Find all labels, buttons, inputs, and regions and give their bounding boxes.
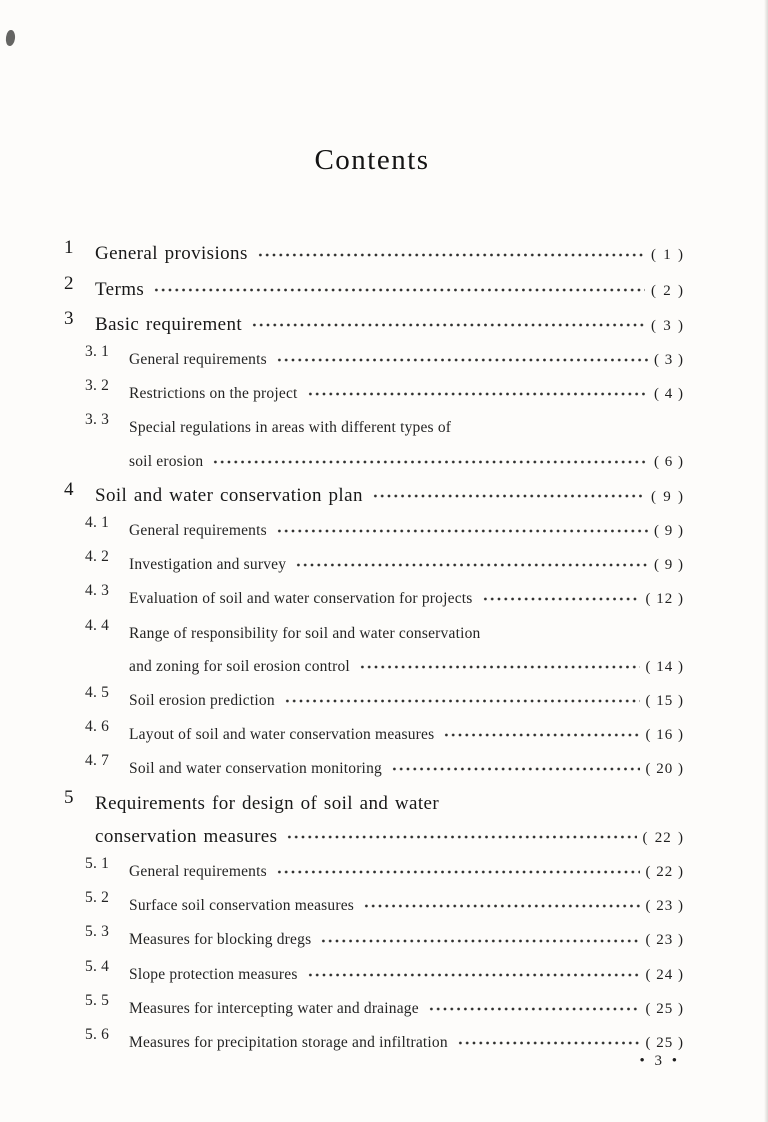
entry-title-text: Layout of soil and water conservation measures [129, 726, 435, 744]
entry-title-text: Measures for intercepting water and drainage [129, 999, 419, 1017]
dot-leader [307, 969, 640, 981]
entry-number: 4. 3 [85, 582, 110, 600]
toc-entry [64, 889, 684, 923]
entry-title-line [129, 958, 684, 992]
toc-entry [64, 958, 684, 992]
entry-title-text: Special regulations in areas with different types of [129, 419, 452, 437]
entry-lines [129, 617, 684, 684]
page-edge-shadow [764, 0, 768, 1122]
entry-title-text: General provisions [95, 243, 248, 265]
entry-lines [129, 855, 684, 889]
entry-title-line [129, 445, 684, 479]
entry-title-text: Measures for precipitation storage and infiltration [129, 1034, 448, 1052]
entry-page-number: ( 3 ) [654, 351, 684, 368]
entry-page-number: ( 9 ) [651, 488, 684, 505]
entry-title-line [129, 582, 684, 616]
entry-title-text: Restrictions on the project [129, 385, 298, 403]
entry-lines [129, 582, 684, 616]
entry-title-text: Terms [95, 278, 145, 300]
entry-number: 2 [64, 272, 74, 294]
entry-lines [129, 923, 684, 957]
entry-number: 5. 6 [85, 1026, 110, 1044]
dot-leader [457, 1037, 640, 1049]
entry-lines [129, 718, 684, 752]
entry-title-line [129, 684, 684, 718]
entry-number: 5. 2 [85, 889, 110, 907]
entry-page-number: ( 22 ) [642, 829, 684, 846]
toc-entry [64, 617, 684, 684]
entry-number: 3. 1 [85, 342, 110, 360]
toc-entry [64, 752, 684, 786]
toc-entry [64, 237, 684, 272]
entry-page-number: ( 14 ) [645, 658, 684, 675]
entry-title-line [129, 752, 684, 786]
toc-entry [64, 273, 684, 308]
entry-title-text: conservation measures [95, 825, 278, 847]
entry-lines [95, 308, 684, 343]
entry-title-text: Soil erosion prediction [129, 691, 275, 709]
toc-entry [64, 411, 684, 478]
entry-number: 4. 1 [85, 513, 110, 531]
entry-lines [95, 787, 684, 855]
dot-leader [372, 490, 645, 502]
entry-page-number: ( 20 ) [645, 761, 684, 778]
toc-entry [64, 514, 684, 548]
entry-title-text: Surface soil conservation measures [129, 897, 355, 915]
toc-entry [64, 718, 684, 752]
entry-lines [95, 273, 684, 308]
footer-page-number: • 3 • [639, 1053, 680, 1069]
dot-leader [276, 866, 640, 878]
entry-lines [129, 752, 684, 786]
toc-entry [64, 1026, 684, 1060]
toc-list [0, 237, 768, 1060]
entry-title-line [129, 718, 684, 752]
entry-page-number: ( 9 ) [654, 557, 684, 574]
entry-lines [95, 479, 684, 514]
dot-leader [391, 763, 640, 775]
entry-lines [129, 684, 684, 718]
entry-number: 5 [64, 786, 74, 808]
entry-page-number: ( 12 ) [645, 591, 684, 608]
entry-number: 4. 4 [85, 616, 110, 634]
entry-title-line [129, 855, 684, 889]
dot-leader [428, 1003, 640, 1015]
entry-title-text: Evaluation of soil and water conservation for projects [129, 590, 473, 608]
entry-title-text: General requirements [129, 863, 267, 880]
dot-leader [276, 354, 648, 366]
dot-leader [482, 593, 640, 605]
entry-page-number: ( 15 ) [645, 692, 684, 709]
entry-title-text: General requirements [129, 350, 267, 368]
entry-lines [129, 992, 684, 1026]
dot-leader [251, 319, 645, 331]
dot-leader [286, 831, 636, 843]
entry-title-text: soil erosion [129, 452, 204, 470]
entry-number: 5. 5 [85, 991, 110, 1009]
entry-lines [129, 514, 684, 548]
entry-title-line [129, 1026, 684, 1060]
entry-title-line [95, 273, 684, 308]
entry-page-number: ( 23 ) [645, 898, 684, 915]
toc-entry [64, 377, 684, 411]
toc-entry [64, 343, 684, 377]
entry-title-line [129, 377, 684, 411]
entry-lines [129, 548, 684, 582]
entry-page-number: ( 23 ) [645, 932, 684, 949]
entry-title-text: Slope protection measures [129, 965, 298, 983]
entry-title-line [95, 237, 684, 272]
entry-page-number: ( 25 ) [645, 1000, 684, 1017]
toc-entry [64, 548, 684, 582]
entry-page-number: ( 16 ) [645, 727, 684, 744]
entry-title-line [129, 992, 684, 1026]
entry-lines [95, 237, 684, 272]
toc-entry [64, 684, 684, 718]
entry-title-line [129, 617, 684, 650]
entry-number: 3 [64, 307, 74, 329]
entry-number: 4. 2 [85, 548, 110, 566]
entry-page-number: ( 22 ) [645, 864, 684, 880]
entry-title-text: Soil and water conservation monitoring [129, 760, 382, 778]
entry-lines [129, 377, 684, 411]
entry-title-line [129, 889, 684, 923]
entry-title-line [129, 548, 684, 582]
entry-number: 3. 3 [85, 411, 110, 429]
entry-page-number: ( 4 ) [654, 386, 684, 403]
entry-title-line [129, 411, 684, 444]
dot-leader [307, 388, 648, 400]
entry-lines [129, 958, 684, 992]
entry-lines [129, 411, 684, 478]
dot-leader [320, 935, 639, 947]
entry-title-text: Measures for blocking dregs [129, 931, 312, 949]
dot-leader [276, 525, 648, 537]
entry-title-line [129, 514, 684, 548]
entry-number: 5. 4 [85, 957, 110, 975]
toc-entry [64, 479, 684, 514]
entry-title-line [129, 650, 684, 684]
entry-title-line [95, 308, 684, 343]
entry-number: 5. 1 [85, 855, 110, 872]
entry-number: 4. 6 [85, 718, 110, 736]
entry-number: 4 [64, 478, 74, 500]
entry-number: 4. 5 [85, 683, 110, 701]
entry-title-text: and zoning for soil erosion control [129, 657, 350, 675]
toc-entry [64, 992, 684, 1026]
dot-leader [212, 456, 648, 468]
toc-entry [64, 582, 684, 616]
entry-number: 1 [64, 237, 74, 259]
entry-title-text: Requirements for design of soil and water [95, 792, 440, 814]
toc-entry [64, 308, 684, 343]
entry-title-text: General requirements [129, 521, 267, 539]
entry-title-text: Soil and water conservation plan [95, 484, 363, 506]
entry-page-number: ( 1 ) [651, 247, 684, 264]
dot-leader [295, 559, 648, 571]
toc-entry [64, 855, 684, 889]
entry-title-line [95, 787, 684, 820]
entry-lines [129, 889, 684, 923]
entry-page-number: ( 2 ) [651, 282, 684, 299]
entry-lines [129, 1026, 684, 1060]
toc-entry [64, 923, 684, 957]
entry-number: 3. 2 [85, 377, 110, 395]
entry-title-text: Basic requirement [95, 313, 243, 335]
dot-leader [363, 900, 639, 912]
entry-page-number: ( 9 ) [654, 522, 684, 539]
dot-leader [153, 284, 645, 296]
entry-page-number: ( 24 ) [645, 966, 684, 983]
entry-title-line [95, 479, 684, 514]
toc-entry [64, 787, 684, 855]
dot-leader [443, 729, 639, 741]
dot-leader [359, 661, 640, 673]
entry-number: 5. 3 [85, 923, 110, 941]
dot-leader [257, 249, 645, 261]
entry-page-number: ( 25 ) [645, 1035, 684, 1052]
entry-title-line [129, 923, 684, 957]
entry-lines [129, 343, 684, 377]
entry-number: 4. 7 [85, 752, 110, 770]
entry-title-text: Investigation and survey [129, 556, 287, 574]
entry-page-number: ( 3 ) [651, 317, 684, 334]
dot-leader [284, 695, 640, 707]
entry-page-number: ( 6 ) [654, 453, 684, 470]
entry-title-line [95, 820, 684, 855]
page-title: Contents [314, 144, 430, 176]
entry-title-line [129, 343, 684, 377]
entry-title-text: Range of responsibility for soil and water conservation [129, 624, 481, 642]
